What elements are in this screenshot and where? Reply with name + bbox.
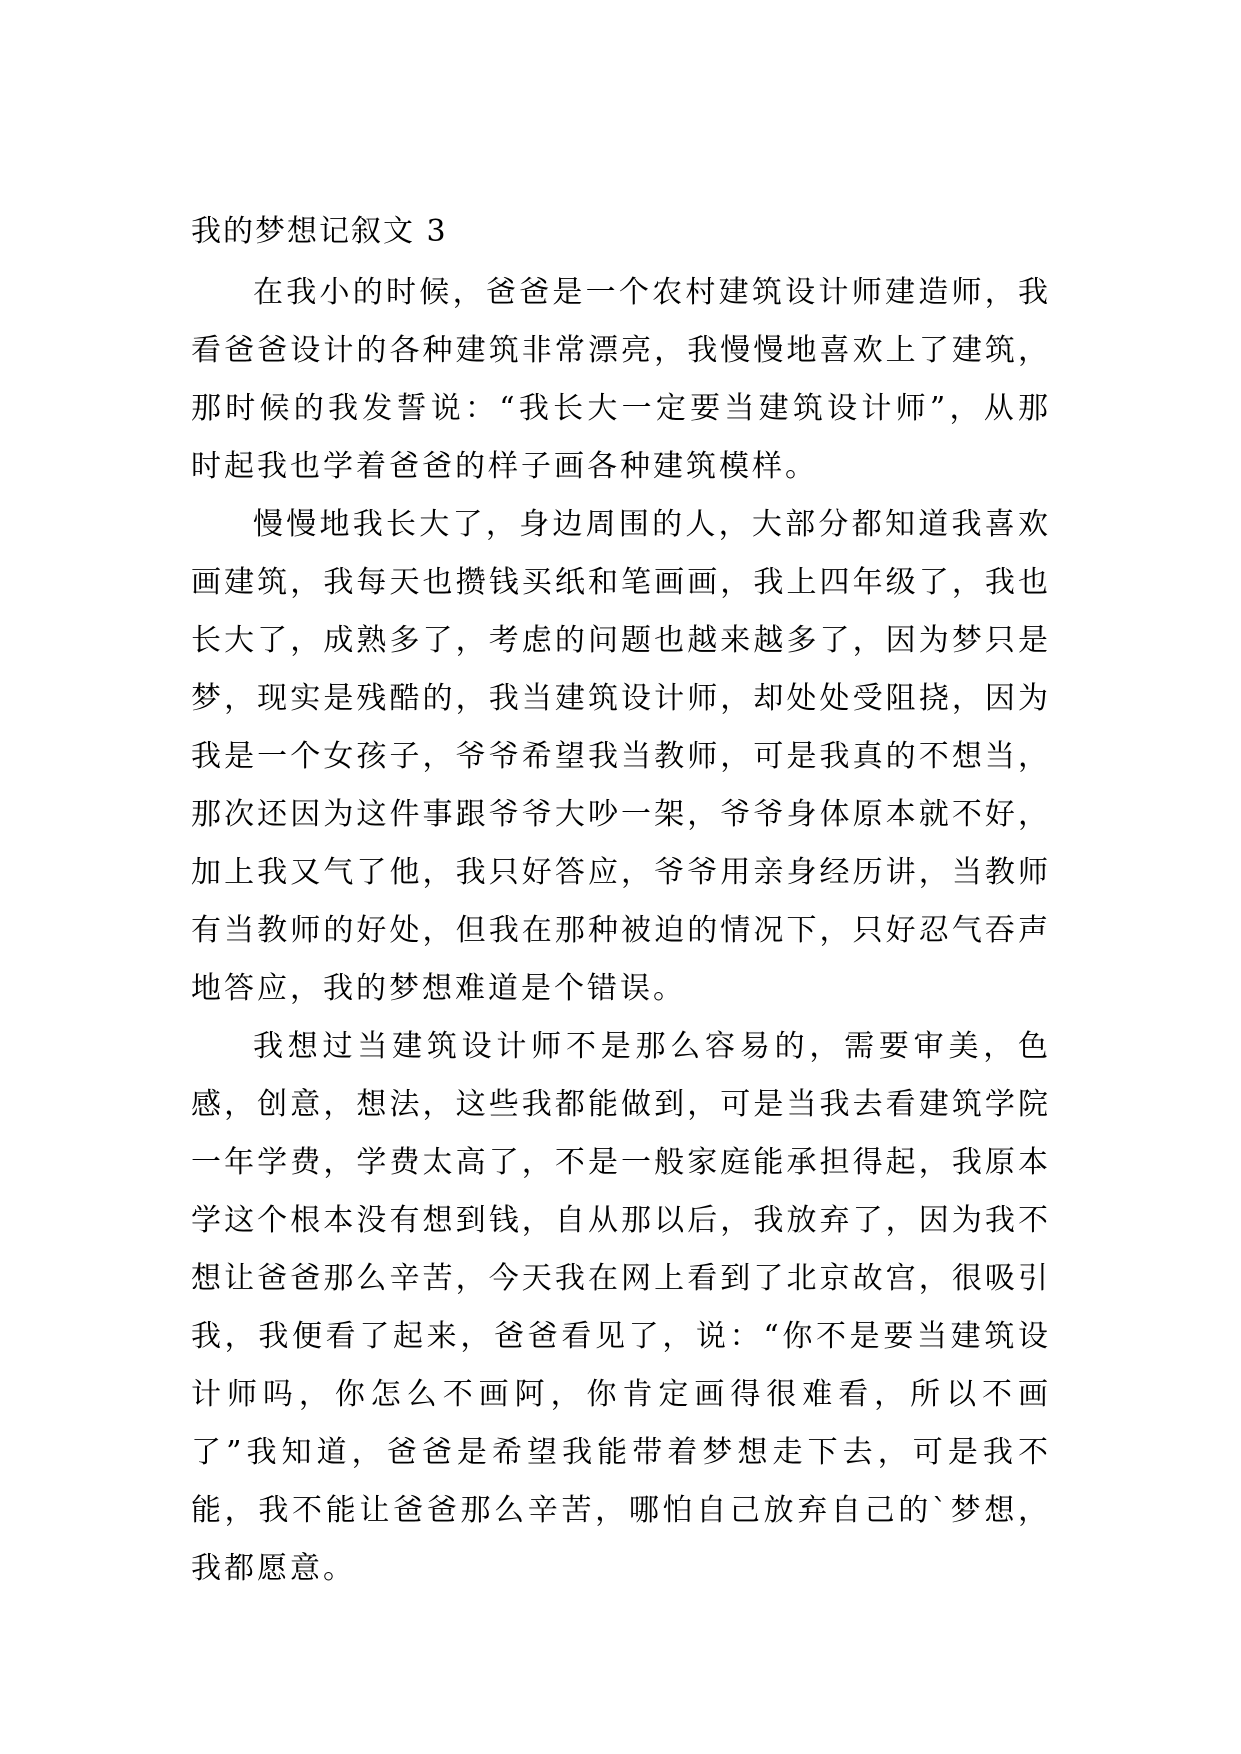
paragraph-2: 慢慢地我长大了，身边周围的人，大部分都知道我喜欢画建筑，我每天也攒钱买纸和笔画画，我上四年级了，我也长大了，成熟多了，考虑的问题也越来越多了，因为梦只是梦，现实是残酷的，我当建筑设计师，却处处受阻挠，因为我是一个女孩子，爷爷希望我当教师，可是我真的不想当，那次还因为这件事跟爷爷大吵一架，爷爷身体原本就不好，加上我又气了他，我只好答应，爷爷用亲身经历讲，当教师有当教师的好处，但我在那种被迫的情况下，只好忍气吞声地答应，我的梦想难道是个错误。 [191, 507, 1051, 1006]
document-body [191, 210, 1051, 1598]
paragraph-1: 在我小的时候，爸爸是一个农村建筑设计师建造师，我看爸爸设计的各种建筑非常漂亮，我慢慢地喜欢上了建筑，那时候的我发誓说：“我长大一定要当建筑设计师”，从那时起我也学着爸爸的样子画各种建筑模样。 [191, 275, 1051, 484]
paragraph-3: 我想过当建筑设计师不是那么容易的，需要审美，色感，创意，想法，这些我都能做到，可是当我去看建筑学院一年学费，学费太高了，不是一般家庭能承担得起，我原本学这个根本没有想到钱，自从那以后，我放弃了，因为我不想让爸爸那么辛苦，今天我在网上看到了北京故宫，很吸引我，我便看了起来，爸爸看见了，说：“你不是要当建筑设计师吗，你怎么不画阿，你肯定画得很难看，所以不画了”我知道，爸爸是希望我能带着梦想走下去，可是我不能，我不能让爸爸那么辛苦，哪怕自己放弃自己的`梦想，我都愿意。 [191, 1029, 1051, 1586]
document-title: 我的梦想记叙文 3 [191, 214, 448, 249]
